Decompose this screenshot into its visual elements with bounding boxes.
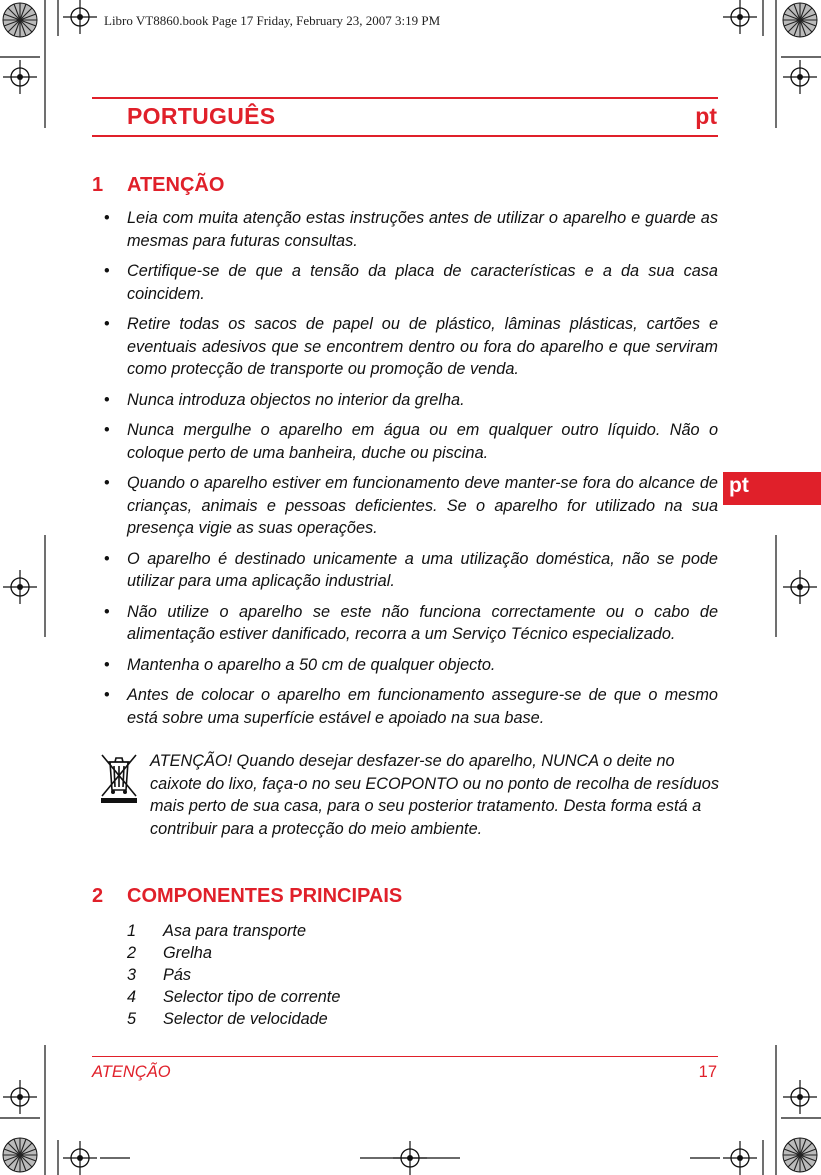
language-code: pt [695, 103, 717, 129]
disposal-warning: ATENÇÃO! Quando desejar desfazer-se do aparelho, NUNCA o deite no caixote do lixo, faça-o no seu ECOPONTO ou no ponto de recolha de resíduos mais perto de sua casa, para o seu posterior tratamento. Desta forma está a contribuir para a protecção do meio ambiente. [150, 752, 719, 838]
language-side-tab-label: pt [729, 474, 749, 497]
list-item: 4 Selector tipo de corrente [127, 988, 341, 1006]
list-item: • Nunca introduza objectos no interior da grelha. [104, 390, 465, 409]
list-item: 3 Pás [127, 966, 192, 984]
list-item: • Mantenha o aparelho a 50 cm de qualquer objecto. [104, 655, 496, 674]
list-item: • Antes de colocar o aparelho em funcionamento assegure-se de que o mesmo está sobre uma superfície estável e apoiado na sua base. [104, 686, 718, 727]
components-list [127, 920, 340, 1030]
list-item: • O aparelho é destinado unicamente a uma utilização doméstica, não se pode utilizar para uma aplicação industrial. [104, 549, 718, 590]
section-title: COMPONENTES PRINCIPAIS [127, 885, 403, 907]
print-info: Libro VT8860.book Page 17 Friday, February 23, 2007 3:19 PM [104, 13, 441, 28]
section-number: 1 [92, 174, 104, 196]
list-item: • Quando o aparelho estiver em funcionamento deve manter-se fora do alcance de crianças, animais e pessoas deficientes. Se o aparelho for utilizado na sua presença vigie as suas operações. [104, 474, 718, 537]
language-side-tab [723, 472, 821, 505]
page-number: 17 [698, 1063, 717, 1081]
list-item: • Não utilize o aparelho se este não funciona correctamente ou o cabo de alimentação estiver danificado, recorra a um Serviço Técnico especializado. [104, 602, 718, 643]
header-rule-top [92, 97, 718, 99]
list-item: 1 Asa para transporte [127, 922, 306, 940]
list-item: 5 Selector de velocidade [127, 1010, 328, 1028]
list-item: • Nunca mergulhe o aparelho em água ou em qualquer outro líquido. Não o coloque perto de uma banheira, duche ou piscina. [104, 421, 718, 462]
safety-list [104, 207, 718, 737]
crossed-bin-icon [99, 752, 139, 804]
list-item: • Retire todas os sacos de papel ou de plástico, lâminas plásticas, cartões e eventuais adesivos que se encontrem dentro ou fora do aparelho e que serviram como protecção de transporte ou promoção de venda. [104, 315, 718, 378]
section-number: 2 [92, 885, 104, 907]
header-rule-bottom [92, 135, 718, 137]
section-title: ATENÇÃO [127, 174, 225, 196]
section-heading [92, 885, 402, 908]
list-item: 2 Grelha [127, 944, 212, 962]
footer-section-name: ATENÇÃO [92, 1063, 171, 1081]
section-heading [92, 174, 224, 197]
footer-rule [92, 1056, 718, 1057]
list-item: • Certifique-se de que a tensão da placa de características e a da sua casa coincidem. [104, 262, 718, 303]
page-title: PORTUGUÊS [127, 103, 276, 129]
list-item: • Leia com muita atenção estas instruções antes de utilizar o aparelho e guarde as mesmas para futuras consultas. [104, 209, 718, 250]
